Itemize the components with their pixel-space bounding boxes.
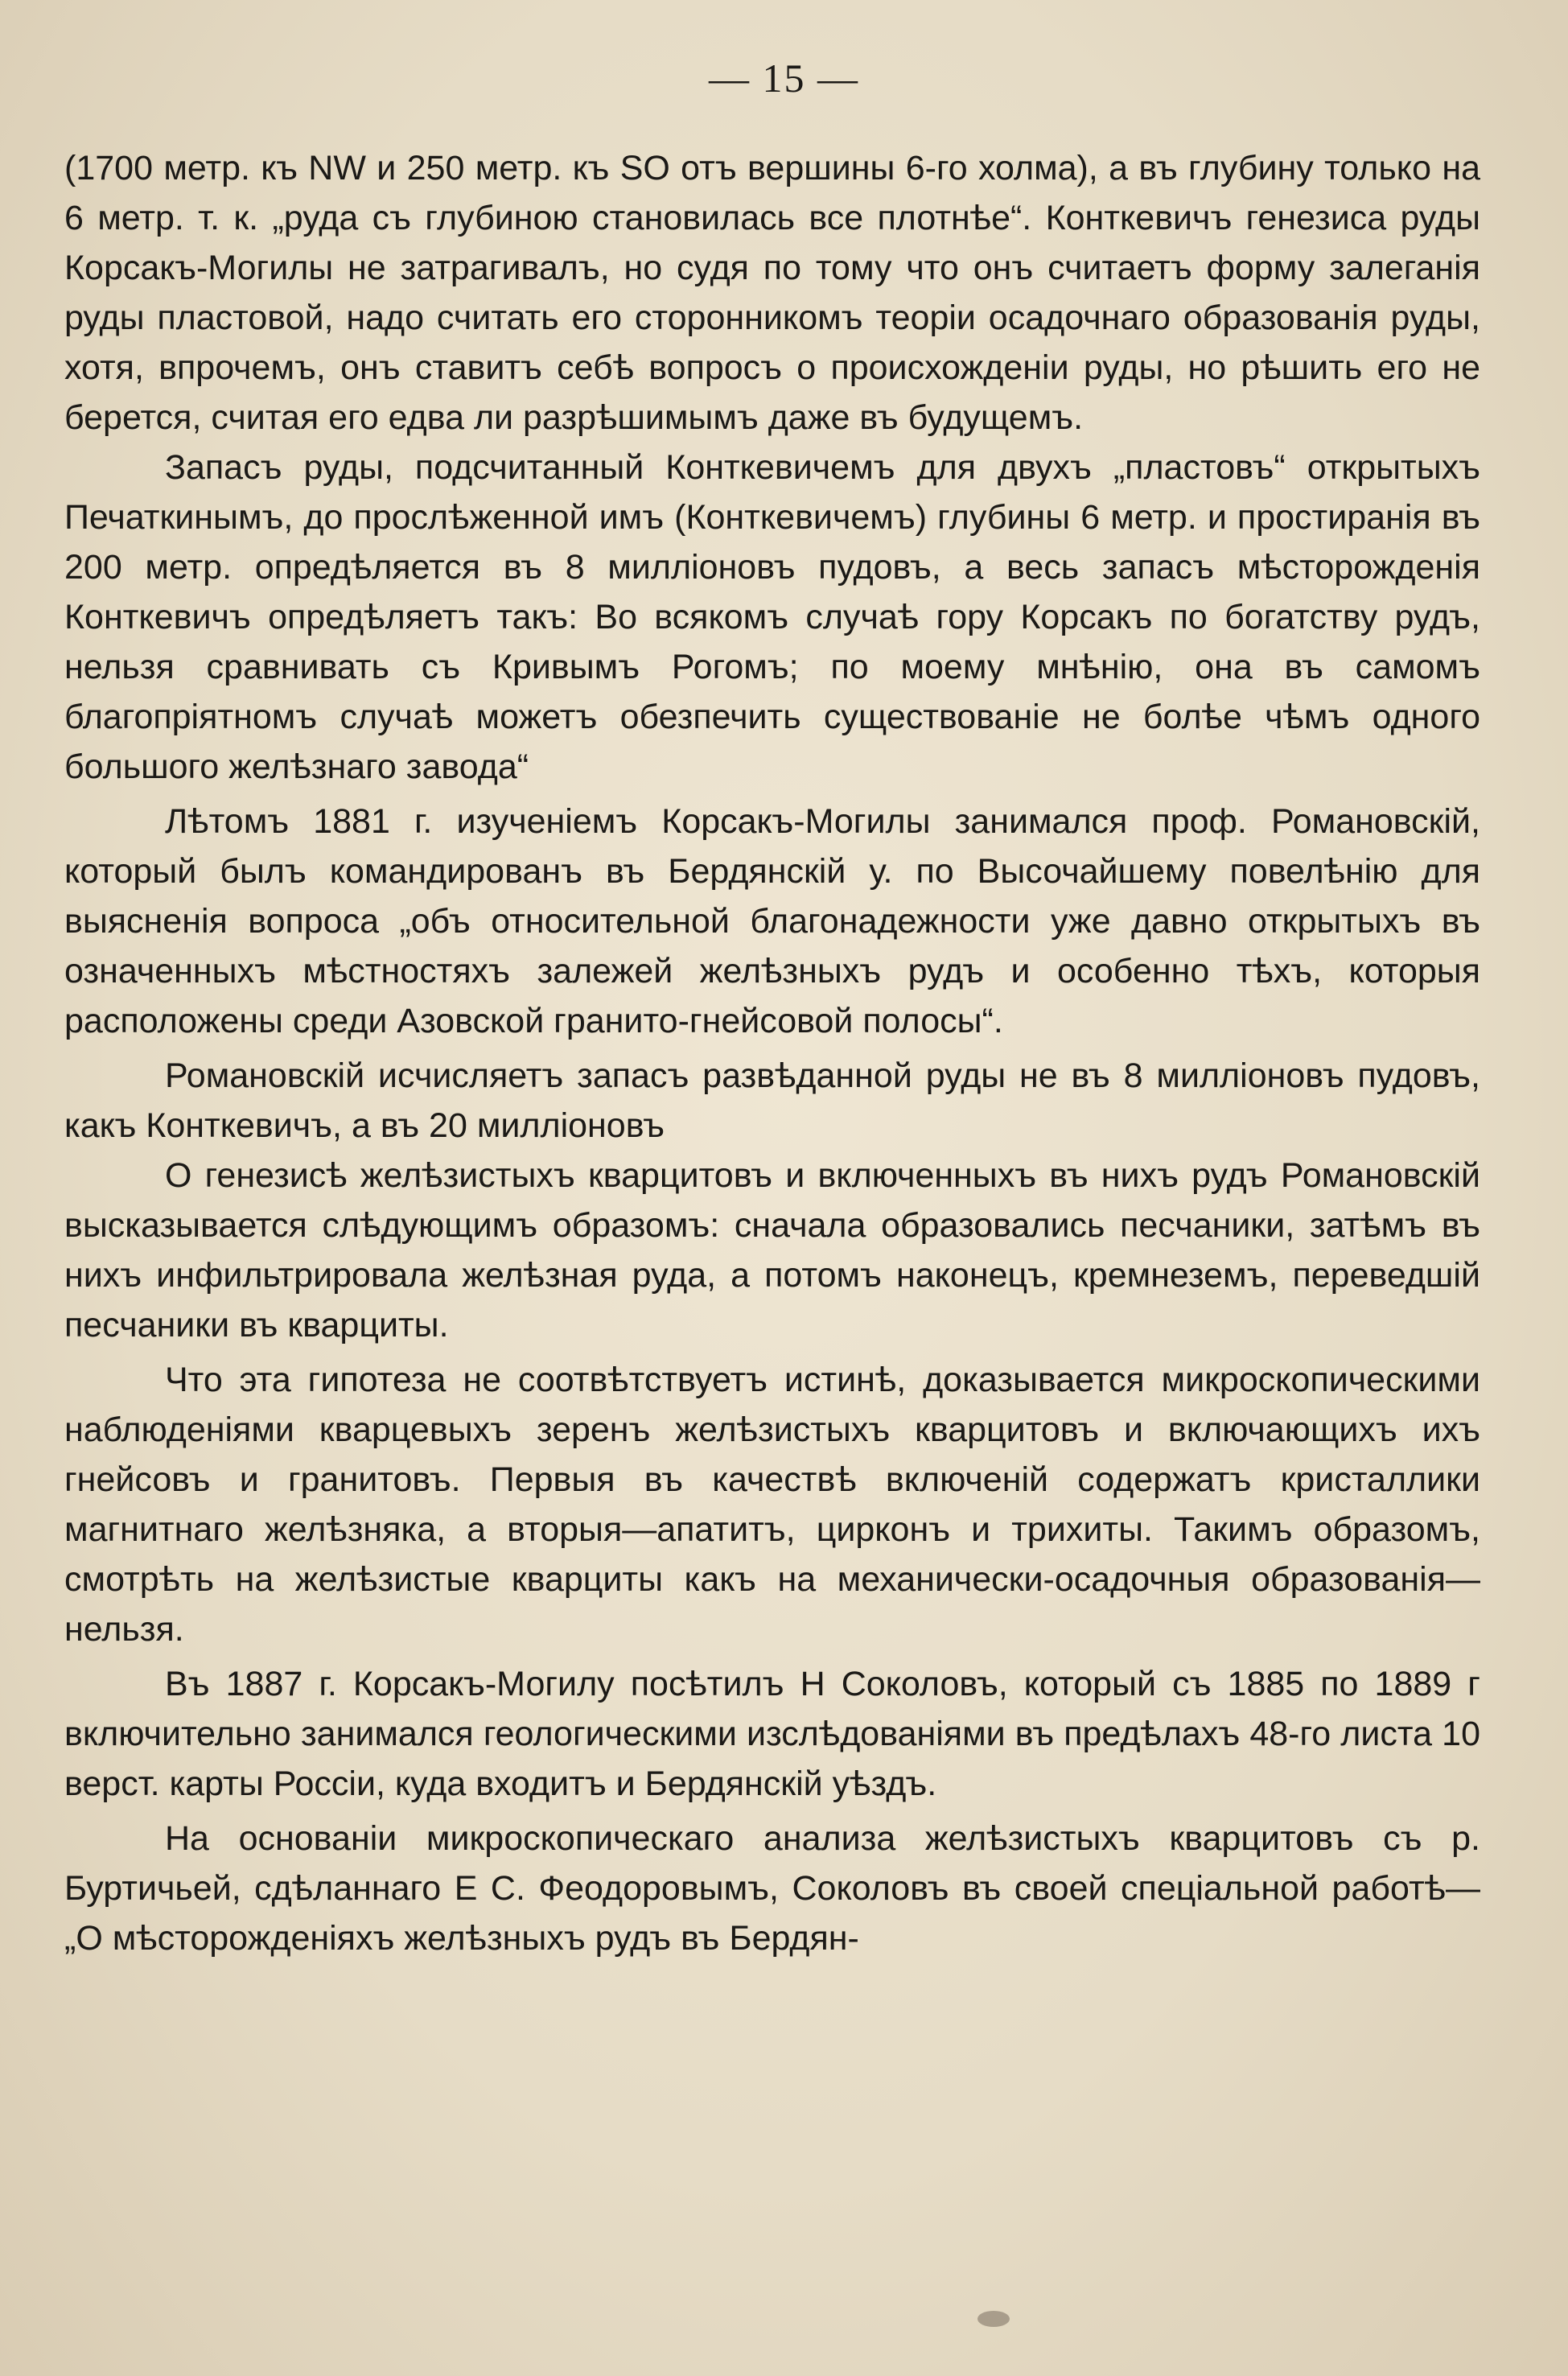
paragraph-7: Въ 1887 г. Корсакъ-Могилу посѣтилъ Н Соколовъ, который съ 1885 по 1889 г включительно занимался геологическими изслѣдованіями въ предѣлахъ 48-го листа 10 верст. карты Россіи, куда входитъ и Бердянскій уѣздъ.: [64, 1665, 1480, 1803]
paragraph-1: (1700 метр. къ NW и 250 метр. къ SO отъ вершины 6-го холма), а въ глубину только на 6 метр. т. к. „руда съ глубиною становилась все плотнѣе“. Конткевичъ генезиса руды Корсакъ-Могилы не затрагивалъ, но судя по тому что онъ считаетъ форму залеганія руды пластовой, надо считать его сторонникомъ теоріи осадочнаго образованія руды, хотя, впрочемъ, онъ ставитъ себѣ вопросъ о происхожденіи руды, но рѣшить его не берется, считая его едва ли разрѣшимымъ даже въ будущемъ.: [64, 149, 1480, 437]
paragraph-3: Лѣтомъ 1881 г. изученіемъ Корсакъ-Могилы занимался проф. Романовскій, который былъ командированъ въ Бердянскій у. по Высочайшему повелѣнію для выясненія вопроса „объ относительной благонадежности уже давно открытыхъ въ означенныхъ мѣстностяхъ залежей желѣзныхъ рудъ и особенно тѣхъ, которыя расположены среди Азовской гранито-гнейсовой полосы“.: [64, 802, 1480, 1040]
paragraph-5: О генезисѣ желѣзистыхъ кварцитовъ и включенныхъ въ нихъ рудъ Романовскій высказывается слѣдующимъ образомъ: сначала образовались песчаники, затѣмъ въ нихъ инфильтрировала желѣзная руда, а потомъ наконецъ, кремнеземъ, переведшій песчаники въ кварциты.: [64, 1156, 1480, 1344]
paragraph-6: Что эта гипотеза не соотвѣтствуетъ истинѣ, доказывается микроскопическими наблюденіями кварцевыхъ зеренъ желѣзистыхъ кварцитовъ и включающихъ ихъ гнейсовъ и гранитовъ. Первыя въ качествѣ включеній содержатъ кристаллики магнитнаго желѣзняка, а вторыя—апатитъ, цирконъ и трихиты. Такимъ образомъ, смотрѣть на желѣзистые кварциты какъ на механически-осадочныя образованія—нельзя.: [64, 1361, 1480, 1649]
paragraph-4: Романовскій исчисляетъ запасъ развѣданной руды не въ 8 милліоновъ пудовъ, какъ Конткевичъ, а въ 20 милліоновъ: [64, 1056, 1480, 1145]
paragraph-8: На основаніи микроскопическаго анализа желѣзистыхъ кварцитовъ съ р. Буртичьей, сдѣланнаго Е С. Феодоровымъ, Соколовъ въ своей спеціальной работѣ—„О мѣсторожденіяхъ желѣзныхъ рудъ въ Бердян-: [64, 1819, 1480, 1958]
ink-smudge: [977, 2311, 1010, 2327]
paragraph-2: Запасъ руды, подсчитанный Конткевичемъ для двухъ „пластовъ“ открытыхъ Печаткинымъ, до прослѣженной имъ (Конткевичемъ) глубины 6 метр. и простиранія въ 200 метр. опредѣляется въ 8 милліоновъ пудовъ, а весь запасъ мѣсторожденія Конткевичъ опредѣляетъ такъ: Во всякомъ случаѣ гору Корсакъ по богатству рудъ, нельзя сравнивать съ Кривымъ Рогомъ; по моему мнѣнію, она въ самомъ благопріятномъ случаѣ можетъ обезпечить существованіе не болѣе чѣмъ одного большого желѣзнаго завода“: [64, 448, 1480, 786]
page-number: — 15 —: [709, 56, 859, 101]
page-text-body: [64, 143, 1480, 1963]
